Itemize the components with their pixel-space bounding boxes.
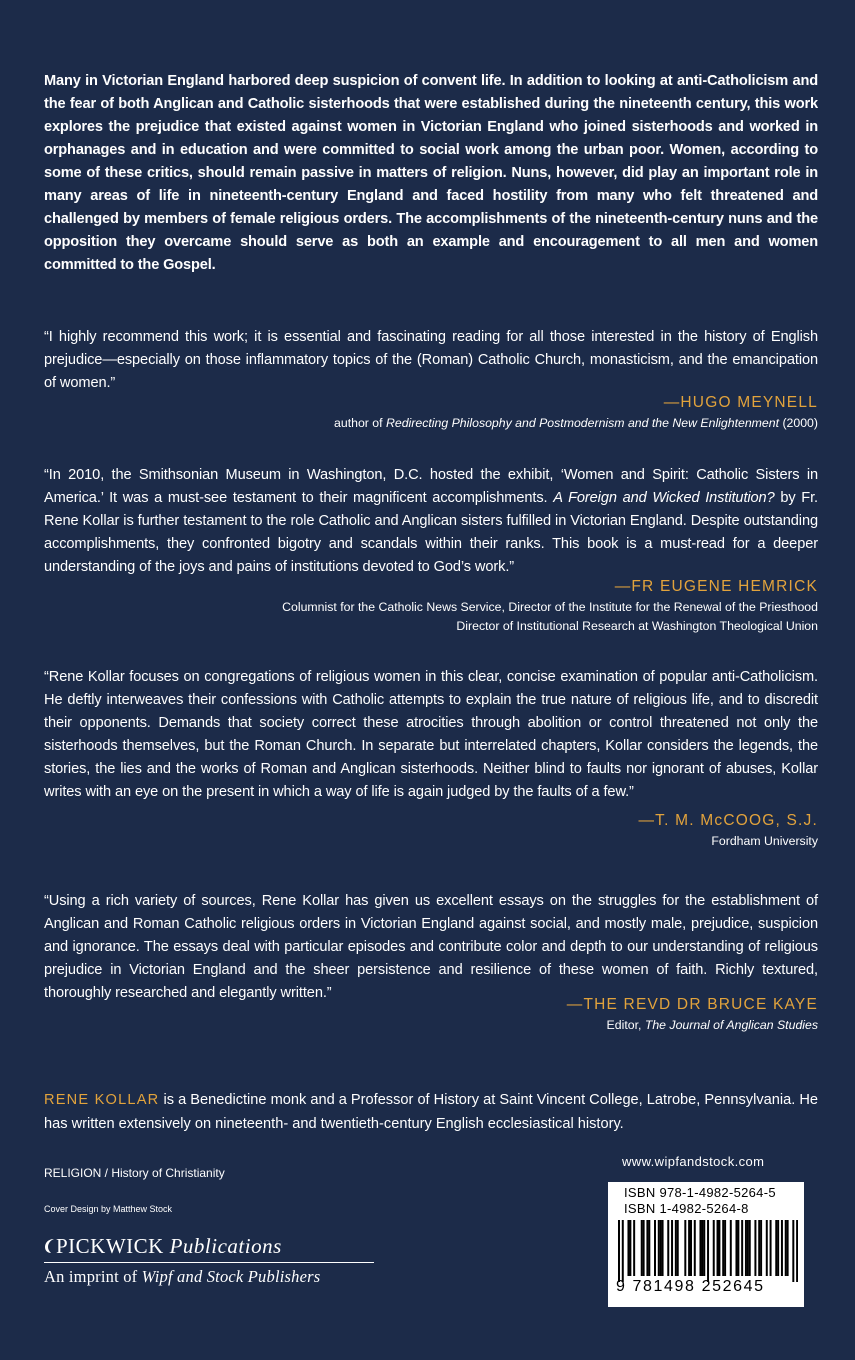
barcode-bar (713, 1220, 715, 1276)
endorser-name: —HUGO MEYNELL (663, 394, 818, 411)
barcode-bar (785, 1220, 787, 1276)
barcode-bar (747, 1220, 749, 1276)
publisher-name: PICKWICK (56, 1234, 164, 1258)
barcode-bar (796, 1220, 798, 1282)
publisher-name-italic: Publications (169, 1234, 282, 1258)
pickwick-swash-icon (44, 1237, 56, 1255)
endorser-role-line1: Columnist for the Catholic News Service, Director of the Institute for the Renewal of the Priesthood (282, 600, 818, 614)
endorsement-attribution-hemrick (282, 576, 818, 636)
endorser-role: Fordham University (711, 834, 818, 848)
barcode-bar (777, 1220, 779, 1276)
barcode-bar (775, 1220, 777, 1276)
barcode-bar (741, 1220, 743, 1276)
barcode-bar (667, 1220, 669, 1276)
barcode-bar (643, 1220, 645, 1276)
barcode-bar (724, 1220, 726, 1276)
barcode-bar (754, 1220, 756, 1276)
barcode-bar (654, 1220, 656, 1276)
barcode-bar (662, 1220, 664, 1276)
barcode-bar (641, 1220, 643, 1276)
barcode-bar (690, 1220, 692, 1276)
publisher-imprint: An imprint of Wipf and Stock Publishers (44, 1267, 321, 1286)
isbn-barcode-box (608, 1182, 804, 1307)
endorsement-quote-hemrick: “In 2010, the Smithsonian Museum in Washington, D.C. hosted the exhibit, ‘Women and Spirit: Catholic Sisters in America.’ It was a must-see testament to their magnificent accomplishments. A Foreign and Wicked Institution? by Fr. Rene Kollar is further testament to the role Catholic and Anglican sisters fulfilled in Victorian England. Despite outstanding accomplishments, they confronted bigotry and scandals within their ranks. This book is a must-read for a deeper understanding of the joys and pains of institutions devoted to God’s work.” (44, 467, 818, 575)
barcode-bar (694, 1220, 696, 1276)
barcode-bar (660, 1220, 662, 1276)
author-bio: RENE KOLLAR is a Benedictine monk and a Professor of History at Saint Vincent College, Latrobe, Pennsylvania. He has written extensively on nineteenth- and twentieth-century English ecclesiastical history. (44, 1092, 818, 1132)
barcode-bar (629, 1220, 631, 1276)
barcode-bar (671, 1220, 673, 1276)
publisher-website: www.wipfandstock.com (622, 1154, 765, 1169)
barcode-bar (766, 1220, 768, 1276)
cover-design-credit: Cover Design by Matthew Stock (44, 1204, 173, 1214)
barcode-bar (699, 1220, 701, 1276)
barcode-bar (717, 1220, 719, 1276)
isbn-10: ISBN 1-4982-5264-8 (624, 1201, 749, 1216)
endorser-name: —THE REVD DR BRUCE KAYE (566, 996, 818, 1013)
endorsement-attribution-kaye (567, 994, 818, 1035)
barcode-bar (745, 1220, 747, 1276)
barcode-bar (730, 1220, 732, 1276)
barcode-bar (684, 1220, 686, 1276)
barcode-bar (749, 1220, 751, 1276)
endorser-name: —T. M. McCOOG, S.J. (638, 812, 818, 829)
author-name: RENE KOLLAR (44, 1092, 160, 1108)
barcode-bar (735, 1220, 737, 1276)
barcode-bar (737, 1220, 739, 1276)
barcode-bar (760, 1220, 762, 1276)
barcode-bar (792, 1220, 794, 1282)
barcode-bar (633, 1220, 635, 1276)
barcode-bar (675, 1220, 677, 1276)
barcode-bar (658, 1220, 660, 1276)
endorsement-quote-mccoog: “Rene Kollar focuses on congregations of religious women in this clear, concise examination of popular anti-Catholicism. He deftly interweaves their confessions with Catholic attempts to explain the true nature of religious life, and to discredit their opponents. Demands that society correct these atrocities through abolition or control threatened not only the sisterhoods themselves, but the Roman Church. In separate but interrelated chapters, Kollar considers the legends, the stories, the lies and the works of Roman and Anglican sisterhoods. Neither blind to faults nor ignorant of abuses, Kollar writes with an eye on the present in which a way of life is again judged by the faults of a few.” (44, 669, 818, 800)
barcode-bar (677, 1220, 679, 1276)
book-description: Many in Victorian England harbored deep suspicion of convent life. In addition to looking at anti-Catholicism and the fear of both Anglican and Catholic sisterhoods that were established during the nineteenth century, this work explores the prejudice that existed against women in Victorian England who joined sisterhoods and worked in orphanages and in education and were committed to social work among the urban poor. Women, according to some of these critics, should remain passive in matters of religion. Nuns, however, did play an important role in many areas of life in nineteenth-century England and faced hostility from many who felt threatened and challenged by members of female religious orders. The accomplishments of the nineteenth-century nuns and the opposition they overcame should serve as both an example and encouragement to all men and women committed to the Gospel. (44, 73, 818, 273)
barcode-bar (703, 1220, 705, 1276)
barcode-bar (618, 1220, 620, 1282)
barcode-bar (707, 1220, 709, 1282)
endorsement-attribution-meynell (334, 392, 818, 433)
barcode-digits: 9 781498 252645 (616, 1278, 765, 1295)
barcode-bar (701, 1220, 703, 1276)
barcode-bar (718, 1220, 720, 1276)
barcode-bar (627, 1220, 629, 1276)
endorser-role: Editor, The Journal of Anglican Studies (606, 1018, 818, 1032)
barcode-bar (722, 1220, 724, 1276)
endorser-role: author of Redirecting Philosophy and Postmodernism and the New Enlightenment (2000) (334, 416, 818, 430)
endorser-role-line2: Director of Institutional Research at Washington Theological Union (456, 619, 818, 633)
barcode-bar (648, 1220, 650, 1276)
barcode-bar (758, 1220, 760, 1276)
endorsement-attribution-mccoog (638, 810, 818, 851)
barcode-bar (770, 1220, 772, 1276)
barcode-bar (781, 1220, 783, 1276)
endorser-name: —FR EUGENE HEMRICK (614, 578, 818, 595)
publisher-logo (44, 1232, 374, 1288)
barcode-bar (787, 1220, 789, 1276)
publisher-divider (44, 1262, 374, 1263)
endorsement-quote-meynell: “I highly recommend this work; it is essential and fascinating reading for all those interested in the history of English prejudice—especially on those inflammatory topics of the (Roman) Catholic Church, monasticism, and the emancipation of women.” (44, 329, 818, 391)
barcode-bar (622, 1220, 624, 1282)
barcode-bar (646, 1220, 648, 1276)
barcode-bar (688, 1220, 690, 1276)
subject-category: RELIGION / History of Christianity (44, 1166, 225, 1180)
endorsement-quote-kaye: “Using a rich variety of sources, Rene Kollar has given us excellent essays on the struggles for the establishment of Anglican and Roman Catholic religious orders in Victorian England against social, and mostly male, prejudice, suspicion and ignorance. The essays deal with particular episodes and contribute color and depth to our understanding of religious prejudice in Victorian England and the sheer persistence and resilience of these women of faith. Richly textured, thoroughly researched and elegantly written.” (44, 893, 818, 1001)
isbn-13: ISBN 978-1-4982-5264-5 (624, 1185, 776, 1200)
